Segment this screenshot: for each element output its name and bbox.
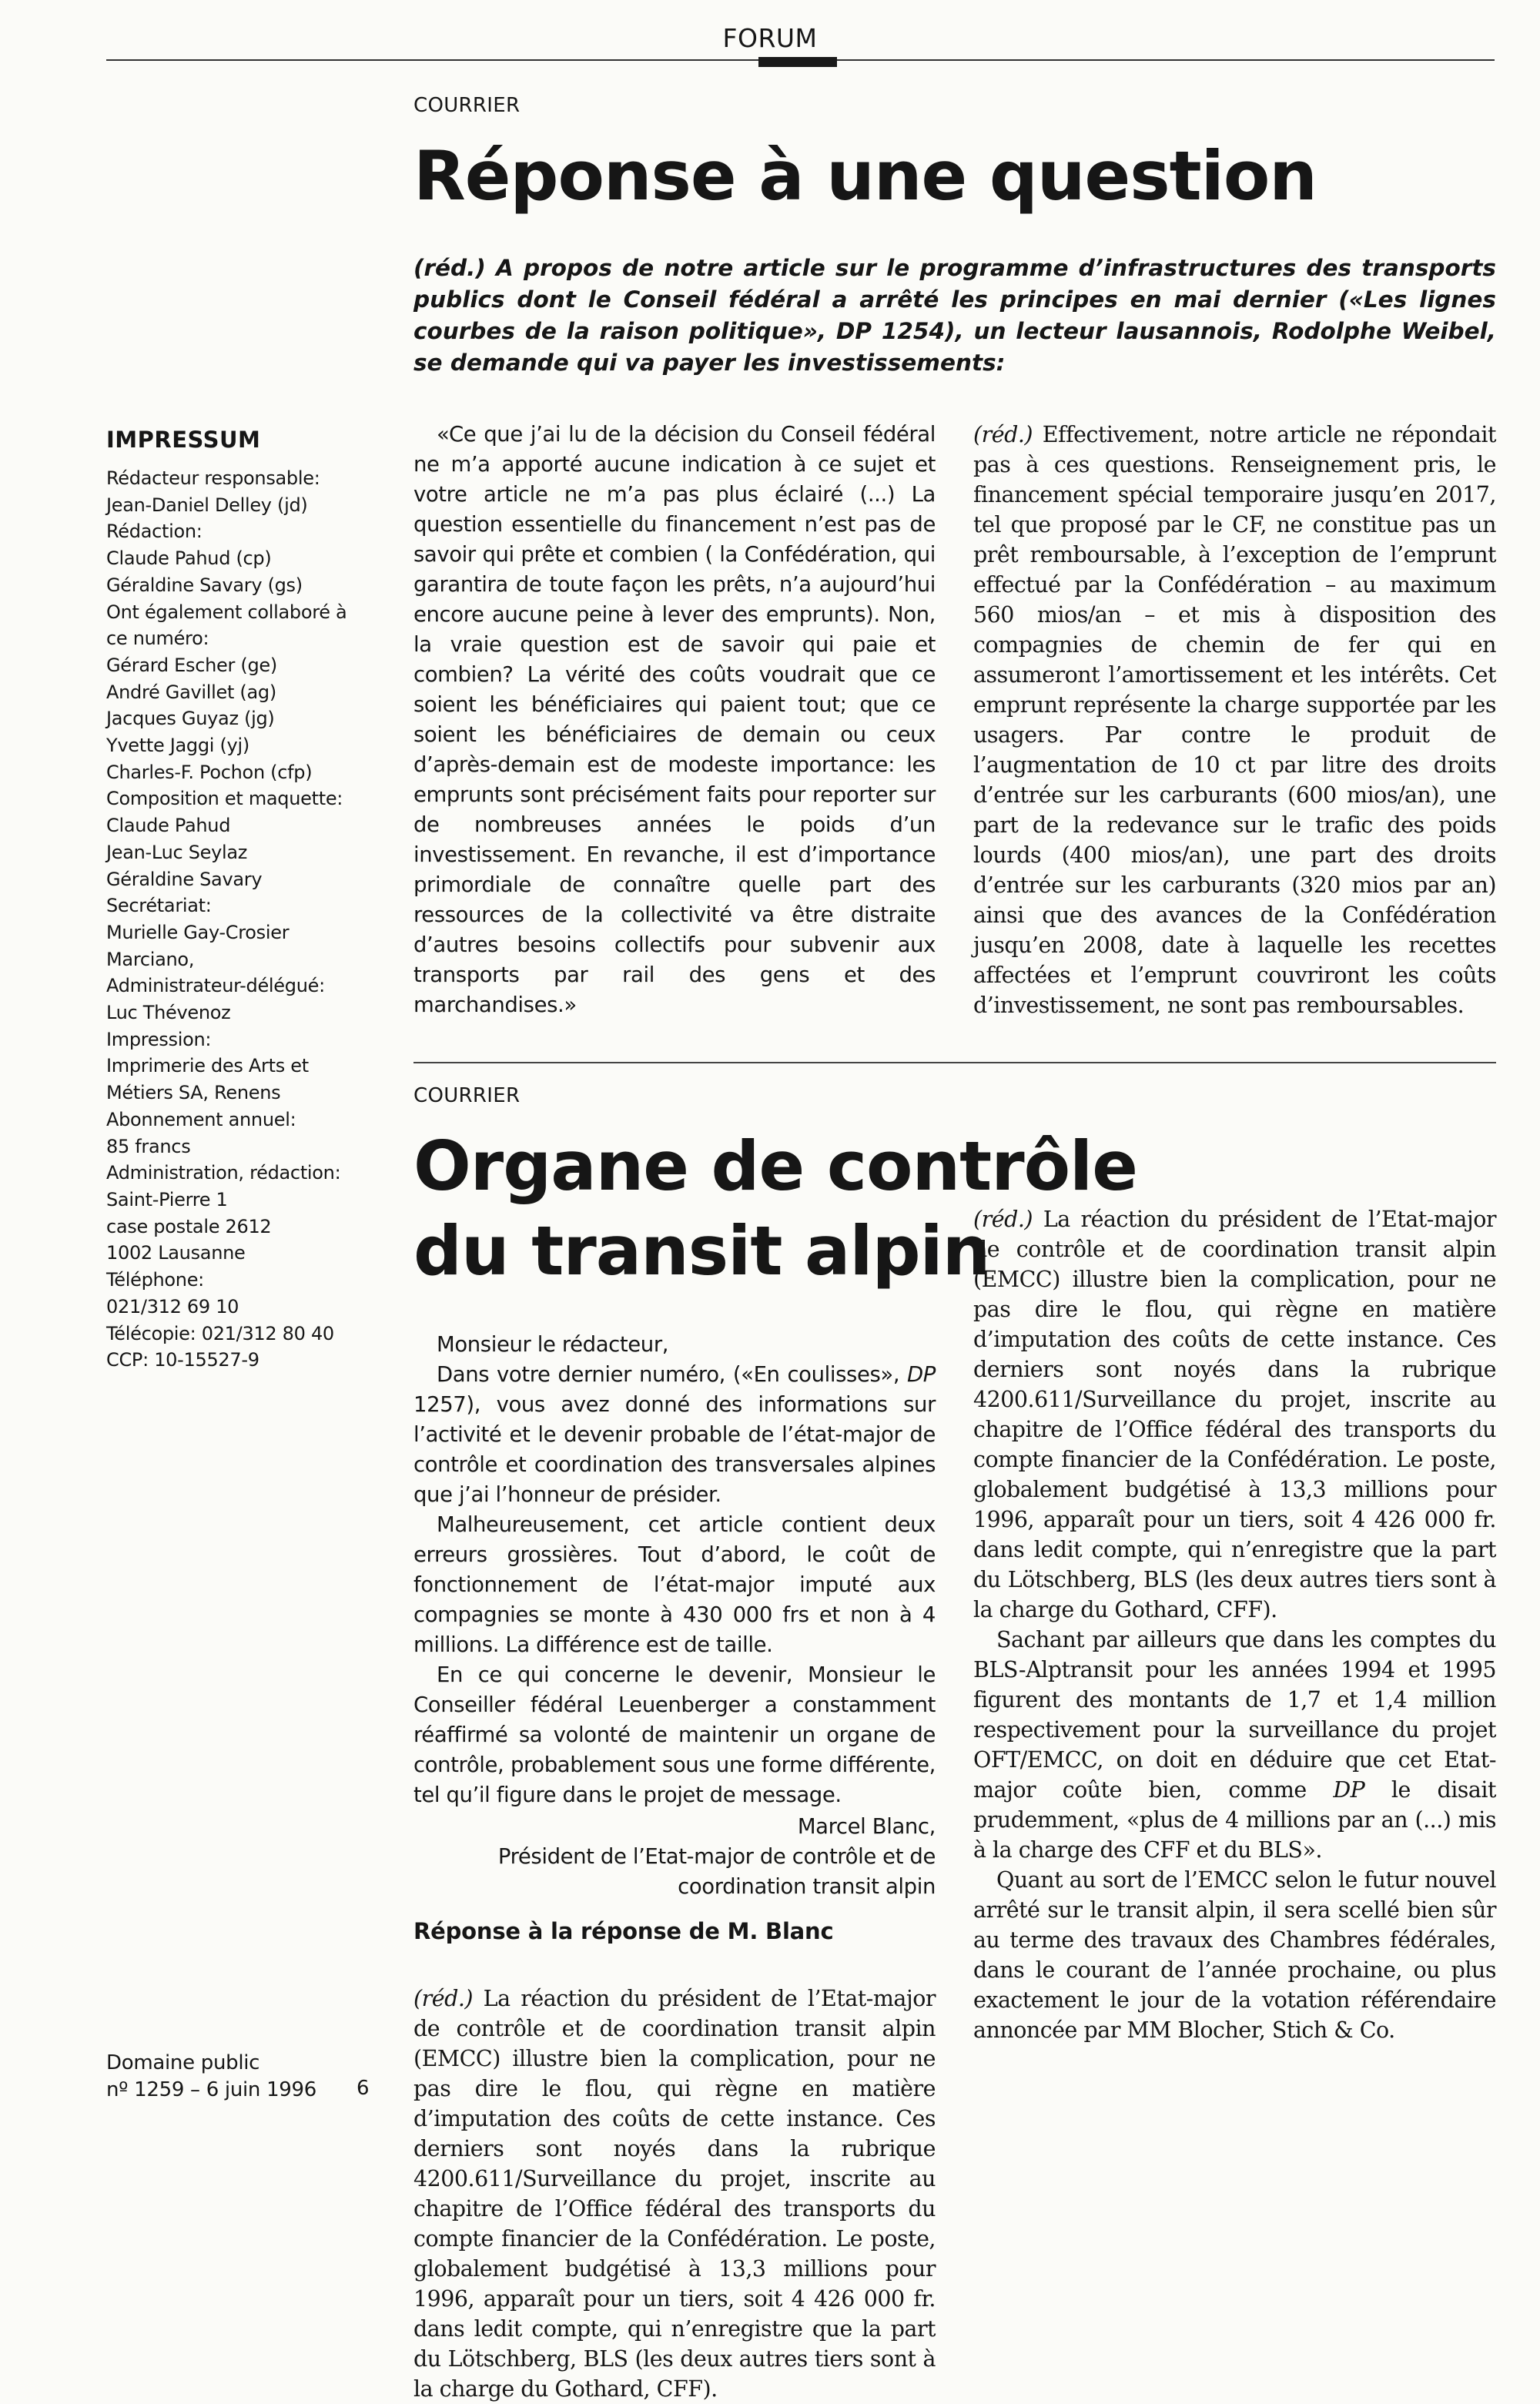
article1-title: Réponse à une question [413, 136, 1317, 216]
impressum-line: Luc Thévenoz [106, 1002, 231, 1024]
impressum-line: Composition et maquette: [106, 788, 343, 810]
impressum-line: Secrétariat: [106, 895, 212, 917]
signature-name: Marcel Blanc, [797, 1814, 936, 1839]
impressum-line: case postale 2612 [106, 1215, 272, 1237]
article2-reply-column-left [413, 1984, 936, 2402]
impressum-line: Administration, rédaction: [106, 1162, 341, 1184]
header-mark [758, 57, 837, 67]
footer-publication [106, 2050, 372, 2104]
impressum-line: Téléphone: [106, 1269, 204, 1291]
letter-paragraph-1: Dans votre dernier numéro, («En coulisses», DP 1257), vous avez donné des informations sur l’activité et le devenir probable de l’état-major de contrôle et coordination des transversales alpines que j’ai l’honneur de présider. [413, 1362, 936, 1507]
impressum-line: Charles-F. Pochon (cfp) [106, 761, 313, 783]
impressum-line: Métiers SA, Renens [106, 1082, 281, 1104]
impressum-line: Jean-Luc Seylaz [106, 841, 248, 863]
article1-kicker: COURRIER [413, 94, 521, 117]
impressum-line: Marciano, [106, 948, 195, 970]
section-label: FORUM [722, 23, 818, 53]
section-divider [413, 1062, 1496, 1063]
article1-letter: «Ce que j’ai lu de la décision du Conseil fédéral ne m’a apporté aucune indication à ce sujet et votre article ne m’a pas plus éclairé (...) La question essentielle du financement n’est pas de savoir qui prête et combien ( la Confédération, qui garantira de toute façon les prêts, n’a aujourd’hui encore aucune peine à lever des emprunts). Non, la vraie question est de savoir qui paie et combien? La vérité des coûts voudrait que ce soient les bénéficiaires qui paient tout; que ce soient les bénéficiaires de demain ou ceux d’après-demain est de modeste importance: les emprunts sont précisément faits pour reporter sur de nombreuses années le poids d’un investissement. En revanche, il est d’importance primordiale de connaître quelle part des ressources de la collectivité va être distraite d’autres besoins collectifs pour subvenir aux transports par rail des gens et des marchandises.» [413, 422, 936, 1017]
article2-kicker: COURRIER [413, 1084, 521, 1107]
letter-salutation: Monsieur le rédacteur, [437, 1332, 669, 1357]
article2-reply-part2: Sachant par ailleurs que dans les comptes du BLS-Alptransit pour les années 1994 et 1995 figurent des montants de 1,7 et 1,4 million respectivement pour la surveillance du projet OFT/EMCC, on doit en déduire que cet Etat-major coûte bien, comme DP le disait prudemment, «plus de 4 millions par an (...) mis à la charge des CFF et du BLS». [973, 1627, 1496, 1863]
impressum-line: Murielle Gay-Crosier [106, 921, 290, 943]
article1-reply-column [973, 420, 1496, 1020]
article2-reply-part1: (réd.) La réaction du président de l’Etat-major de contrôle et de coordination transit alpin (EMCC) illustre bien la complication, pour ne pas dire le flou, qui règne en matière d’imputation des coûts de cette instance. Ces derniers sont noyés dans la rubrique 4200.611/Surveillance du projet, inscrite au chapitre de l’Office fédéral des transports du compte financier de la Confédération. Le poste, globalement budgétisé à 13,3 millions pour 1996, apparaît pour un tiers, soit 4 426 000 fr. dans ledit compte, qui n’enregistre que la part du Lötschberg, BLS (les deux autres tiers sont à la charge du Gothard, CFF). [413, 1986, 936, 2402]
letter-paragraph-3: En ce qui concerne le devenir, Monsieur le Conseiller fédéral Leuenberger a constamment réaffirmé sa volonté de maintenir un organe de contrôle, probablement sous une forme différente, tel qu’il figure dans le projet de message. [413, 1662, 936, 1807]
article1-letter-column [413, 420, 936, 1020]
impressum-line: Jacques Guyaz (jg) [106, 708, 275, 730]
article1-intro: (réd.) A propos de notre article sur le programme d’infrastructures des transports publics dont le Conseil fédéral a arrêté les principes en mai dernier («Les lignes courbes de la raison politique», DP 1254), un lecteur lausannois, Rodolphe Weibel, se demande qui va payer les investissements: [413, 255, 1496, 376]
impressum-title: IMPRESSUM [106, 427, 261, 453]
article2-reply-part1-cont: (réd.) La réaction du président de l’Etat-major de contrôle et de coordination transit alpin (EMCC) illustre bien la complication, pour ne pas dire le flou, qui règne en matière d’imputation des coûts de cette instance. Ces derniers sont noyés dans la rubrique 4200.611/Surveillance du projet, inscrite au chapitre de l’Office fédéral des transports du compte financier de la Confédération. Le poste, globalement budgétisé à 13,3 millions pour 1996, apparaît pour un tiers, soit 4 426 000 fr. dans ledit compte, qui n’enregistre que la part du Lötschberg, BLS (les deux autres tiers sont à la charge du Gothard, CFF). [973, 1207, 1496, 1622]
article2-title-line1: Organe de contrôle [413, 1127, 1137, 1206]
impressum-line: Jean-Daniel Delley (jd) [106, 494, 308, 516]
impressum-line: 85 francs [106, 1135, 191, 1157]
article1-reply-text: Effectivement, notre article ne répondait pas à ces questions. Renseignement pris, le financement spécial temporaire jusqu’en 2017, tel que proposé par le CF, ne constitue pas un prêt remboursable, à l’exception de l’emprunt effectué par la Confédération – au maximum 560 mios/an – et mis à disposition des compagnies de chemin de fer qui en assumeront l’amortissement et les intérêts. Cet emprunt représente la charge supportée par les usagers. Par contre le produit de l’augmentation de 10 ct par litre des droits d’entrée sur les carburants (600 mios/an), une part de la redevance sur le trafic des poids lourds (400 mios/an), une part des droits d’entrée sur les carburants (320 mios par an) ainsi que des avances de la Confédération jusqu’en 2008, date à laquelle les recettes affectées et l’emprunt couvriront les coûts d’investissement, ne sont pas remboursables. [973, 422, 1496, 1018]
issue-info: nº 1259 – 6 juin 1996 [106, 2078, 317, 2101]
impressum-line: Rédaction: [106, 521, 203, 543]
impressum-line: ce numéro: [106, 628, 209, 650]
impressum-line: André Gavillet (ag) [106, 681, 276, 703]
reply-heading: Réponse à la réponse de M. Blanc [413, 1918, 834, 1944]
impressum-line: Impression: [106, 1028, 212, 1050]
publication-name: Domaine public [106, 2051, 260, 2074]
impressum-line: Ont également collaboré à [106, 601, 347, 623]
impressum-line: Abonnement annuel: [106, 1108, 296, 1130]
impressum-line: Gérard Escher (ge) [106, 654, 277, 676]
signature-title-1: Président de l’Etat-major de contrôle et de [497, 1844, 936, 1869]
impressum-line: Claude Pahud (cp) [106, 547, 272, 570]
article2-letter-column [413, 1330, 936, 1947]
article2-title-line2: du transit alpin [413, 1211, 990, 1291]
impressum-line: Claude Pahud [106, 815, 231, 837]
impressum-line: Rédacteur responsable: [106, 467, 320, 489]
impressum-line: Saint-Pierre 1 [106, 1188, 228, 1210]
letter-paragraph-2: Malheureusement, cet article contient deux erreurs grossières. Tout d’abord, le coût de fonctionnement de l’état-major imputé aux compagnies se monte à 430 000 frs et non à 4 millions. La différence est de taille. [413, 1512, 936, 1657]
impressum-line: Yvette Jaggi (yj) [106, 735, 249, 757]
reply-tag: (réd.) [973, 422, 1033, 447]
signature-title-2: coordination transit alpin [678, 1874, 936, 1899]
impressum-line: Géraldine Savary [106, 868, 263, 890]
article2-reply-part3: Quant au sort de l’EMCC selon le futur nouvel arrêté sur le transit alpin, il sera scellé bien sûr au terme des travaux des Chambres fédérales, dans le courant de l’année prochaine, ou plus exactement le jour de la votation référendaire annoncée par MM Blocher, Stich & Co. [973, 1867, 1496, 2043]
impressum-line: 021/312 69 10 [106, 1295, 239, 1318]
impressum-line: Imprimerie des Arts et [106, 1055, 309, 1077]
article1-reply [973, 420, 1496, 1020]
impressum-list [106, 465, 372, 1374]
impressum-line: 1002 Lausanne [106, 1242, 246, 1264]
impressum-line: Géraldine Savary (gs) [106, 574, 303, 596]
impressum-line: Administrateur-délégué: [106, 975, 325, 997]
page-number: 6 [357, 2077, 370, 2100]
impressum-line: Télécopie: 021/312 80 40 [106, 1322, 334, 1344]
article2-reply-column-right [973, 1207, 1496, 2110]
impressum-line: CCP: 10-15527-9 [106, 1349, 259, 1371]
